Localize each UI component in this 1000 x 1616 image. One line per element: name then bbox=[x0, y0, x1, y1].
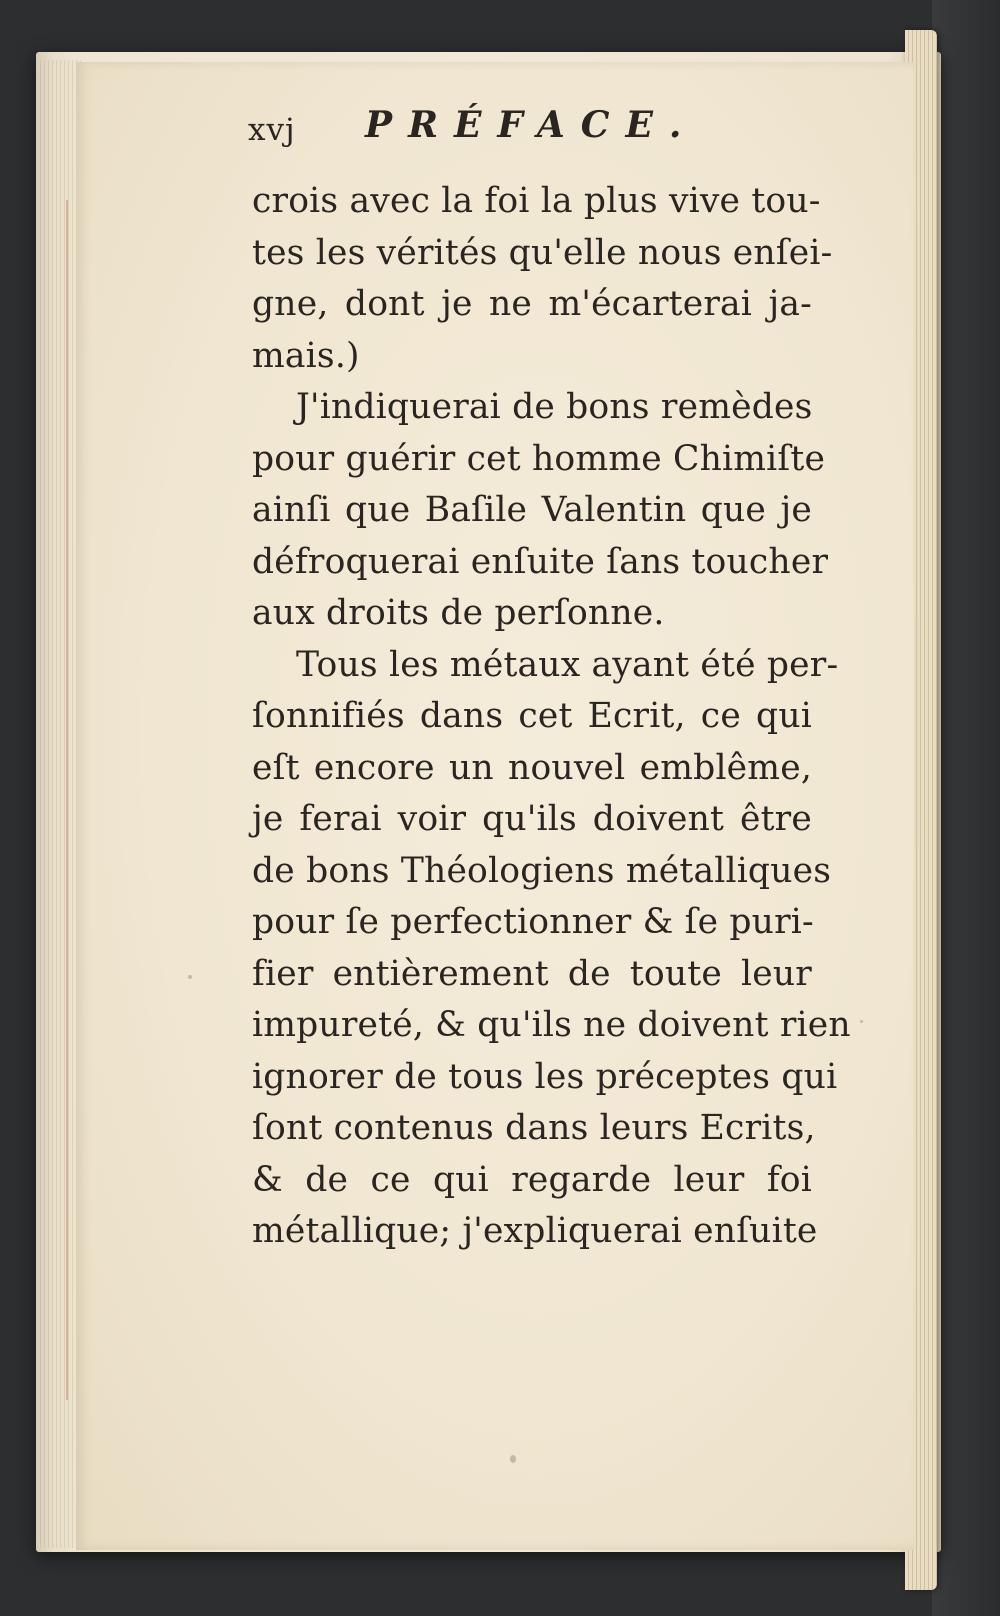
text-line: aux droits de perſonne. bbox=[252, 593, 665, 633]
text-line: ſonnifiés dans cet Ecrit, ce qui bbox=[252, 696, 812, 736]
text-line: impureté, & qu'ils ne doivent rien bbox=[252, 1005, 851, 1045]
text-line: de bons Théologiens métalliques bbox=[252, 850, 832, 891]
text-line: ainſi que Baſile Valentin que je bbox=[252, 490, 812, 530]
text-line: crois avec la foi la plus vive tou- bbox=[252, 181, 821, 221]
text-line: ſont contenus dans leurs Ecrits, bbox=[252, 1108, 816, 1148]
text-line: défroquerai enſuite ſans toucher bbox=[252, 541, 829, 582]
paper-speck bbox=[510, 1455, 516, 1463]
text-line: mais.) bbox=[252, 335, 360, 376]
text-line: fier entièrement de toute leur bbox=[252, 953, 812, 994]
page-header bbox=[248, 104, 728, 164]
text-line: J'indiquerai de bons remèdes bbox=[296, 387, 813, 427]
background-right bbox=[932, 0, 1000, 1616]
text-line: pour guérir cet homme Chimiſte bbox=[252, 438, 826, 479]
running-title: PRÉFACE. bbox=[365, 104, 698, 146]
text-line: ignorer de tous les préceptes qui bbox=[252, 1056, 838, 1097]
text-line: tes les vérités qu'elle nous enſei- bbox=[252, 232, 833, 273]
page-number: xvj bbox=[248, 112, 296, 148]
text-line: eſt encore un nouvel emblême, bbox=[252, 747, 812, 788]
text-line: & de ce qui regarde leur foi bbox=[252, 1159, 812, 1200]
paper-speck bbox=[860, 1020, 863, 1023]
body-text bbox=[252, 176, 851, 1258]
red-page-edge bbox=[66, 200, 68, 1400]
text-line: métallique; j'expliquerai enſuite bbox=[252, 1211, 818, 1251]
paper-speck bbox=[188, 975, 192, 979]
text-line: je ferai voir qu'ils doivent être bbox=[252, 799, 812, 839]
text-line: gne, dont je ne m'écarterai ja- bbox=[252, 284, 812, 324]
text-line: Tous les métaux ayant été per- bbox=[296, 644, 839, 685]
text-line: pour ſe perfectionner & ſe puri- bbox=[252, 902, 814, 942]
